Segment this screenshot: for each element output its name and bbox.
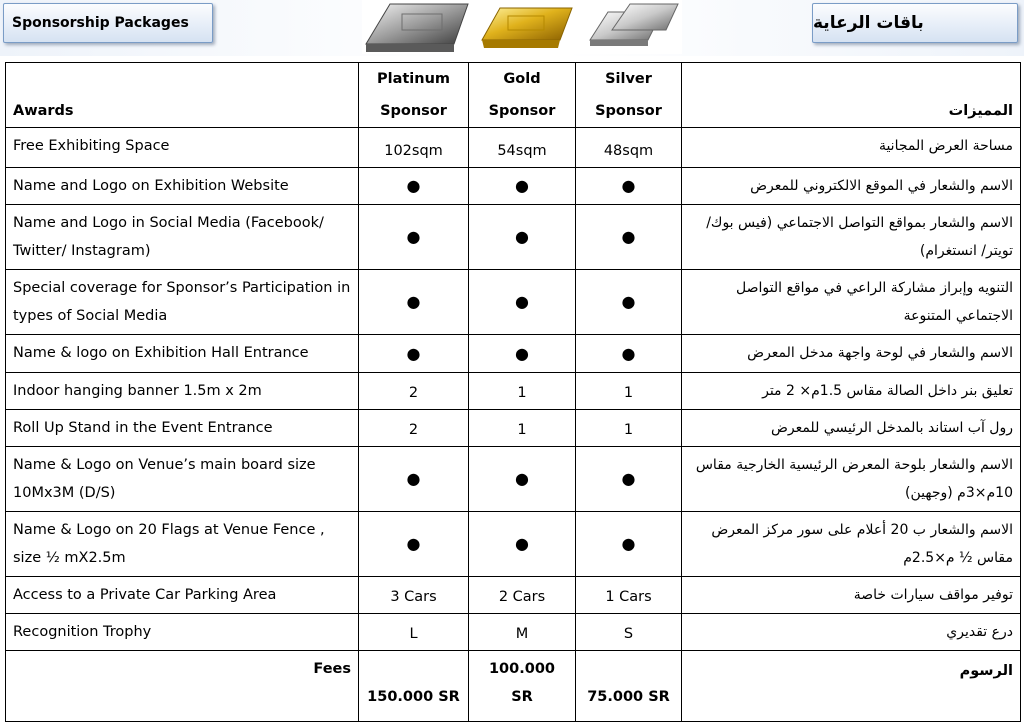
row-label-en: Roll Up Stand in the Event Entrance	[6, 410, 359, 447]
gold-header	[469, 63, 576, 128]
gold-value: 2 Cars	[469, 577, 576, 614]
gold-bar-icon	[482, 8, 572, 48]
row-label-en: Name & logo on Exhibition Hall Entrance	[6, 335, 359, 373]
table-row	[6, 373, 1021, 410]
gold-value: 54sqm	[469, 128, 576, 168]
features-header: المميزات	[682, 63, 1021, 128]
silver-header-line2: Sponsor	[595, 103, 662, 119]
platinum-bar-icon	[366, 4, 468, 52]
row-label-en: Name & Logo on Venue’s main board size 10Mx3M (D/S)	[6, 447, 359, 512]
platinum-header-line1: Platinum	[376, 71, 451, 87]
row-label-en: Access to a Private Car Parking Area	[6, 577, 359, 614]
row-label-ar: الاسم والشعار بلوحة المعرض الرئيسية الخارجية مقاس 10م×3م (وجهين)	[682, 447, 1021, 512]
table-row	[6, 447, 1021, 512]
gold-fee: 100.000 SR	[469, 651, 576, 722]
bars-illustration	[362, 0, 682, 54]
silver-value: ●	[576, 270, 682, 335]
silver-header	[576, 63, 682, 128]
metal-bars-image	[362, 0, 682, 54]
gold-value: ●	[469, 512, 576, 577]
table-row	[6, 205, 1021, 270]
row-label-en: Special coverage for Sponsor’s Participation in types of Social Media	[6, 270, 359, 335]
platinum-value: 2	[359, 410, 469, 447]
platinum-value: ●	[359, 447, 469, 512]
row-label-ar: توفير مواقف سيارات خاصة	[682, 577, 1021, 614]
gold-header-line1: Gold	[503, 71, 541, 87]
table-row	[6, 128, 1021, 168]
table-header-row	[6, 63, 1021, 128]
gold-value: M	[469, 614, 576, 651]
row-label-ar: مساحة العرض المجانية	[682, 128, 1021, 168]
silver-bar-icon	[590, 4, 678, 46]
table-row	[6, 512, 1021, 577]
table-row	[6, 410, 1021, 447]
awards-header: Awards	[6, 63, 359, 128]
row-label-en: Recognition Trophy	[6, 614, 359, 651]
platinum-value: ●	[359, 270, 469, 335]
page-title-ar: باقات الرعاية	[813, 13, 924, 33]
title-box-en	[3, 3, 213, 43]
platinum-value: 2	[359, 373, 469, 410]
gold-value: ●	[469, 168, 576, 205]
platinum-value: ●	[359, 335, 469, 373]
row-label-ar: الاسم والشعار في الموقع الالكتروني للمعرض	[682, 168, 1021, 205]
gold-value: 1	[469, 373, 576, 410]
silver-value: ●	[576, 512, 682, 577]
silver-header-line1: Silver	[605, 71, 652, 87]
title-box-ar	[812, 3, 1018, 43]
platinum-value: 102sqm	[359, 128, 469, 168]
table-row	[6, 577, 1021, 614]
silver-value: ●	[576, 205, 682, 270]
sponsorship-table	[5, 62, 1021, 722]
silver-value: 1	[576, 373, 682, 410]
row-label-en: Name and Logo in Social Media (Facebook/ Twitter/ Instagram)	[6, 205, 359, 270]
platinum-value: ●	[359, 512, 469, 577]
row-label-en: Free Exhibiting Space	[6, 128, 359, 168]
platinum-value: ●	[359, 205, 469, 270]
gold-header-line2: Sponsor	[488, 103, 556, 119]
row-label-ar: الاسم والشعار بمواقع التواصل الاجتماعي (فيس بوك/ تويتر/ انستغرام)	[682, 205, 1021, 270]
silver-fee: 75.000 SR	[576, 651, 682, 722]
table-row	[6, 335, 1021, 373]
gold-value: ●	[469, 205, 576, 270]
gold-value: ●	[469, 270, 576, 335]
row-label-en: Name & Logo on 20 Flags at Venue Fence , size ½ mX2.5m	[6, 512, 359, 577]
gold-value: ●	[469, 447, 576, 512]
silver-value: 48sqm	[576, 128, 682, 168]
row-label-en: Name and Logo on Exhibition Website	[6, 168, 359, 205]
gold-value: ●	[469, 335, 576, 373]
platinum-fee: 150.000 SR	[359, 651, 469, 722]
gold-value: 1	[469, 410, 576, 447]
silver-value: S	[576, 614, 682, 651]
table-row	[6, 270, 1021, 335]
page-title-en: Sponsorship Packages	[12, 15, 189, 31]
row-label-ar: تعليق بنر داخل الصالة مقاس 1.5م× 2 متر	[682, 373, 1021, 410]
silver-value: ●	[576, 168, 682, 205]
platinum-value: L	[359, 614, 469, 651]
fees-label-ar: الرسوم	[682, 651, 1021, 722]
platinum-header-line2: Sponsor	[380, 103, 447, 119]
table-row	[6, 168, 1021, 205]
row-label-ar: رول آب استاند بالمدخل الرئيسي للمعرض	[682, 410, 1021, 447]
silver-value: 1 Cars	[576, 577, 682, 614]
row-label-en: Indoor hanging banner 1.5m x 2m	[6, 373, 359, 410]
row-label-ar: الاسم والشعار في لوحة واجهة مدخل المعرض	[682, 335, 1021, 373]
table-row	[6, 614, 1021, 651]
platinum-header	[359, 63, 469, 128]
platinum-value: 3 Cars	[359, 577, 469, 614]
fees-row	[6, 651, 1021, 722]
row-label-ar: درع تقديري	[682, 614, 1021, 651]
row-label-ar: الاسم والشعار ب 20 أعلام على سور مركز المعرض مقاس ½ م×2.5م	[682, 512, 1021, 577]
silver-value: ●	[576, 335, 682, 373]
silver-value: ●	[576, 447, 682, 512]
row-label-ar: التنويه وإبراز مشاركة الراعي في مواقع التواصل الاجتماعي المتنوعة	[682, 270, 1021, 335]
platinum-value: ●	[359, 168, 469, 205]
fees-label-en: Fees	[6, 651, 359, 722]
silver-value: 1	[576, 410, 682, 447]
